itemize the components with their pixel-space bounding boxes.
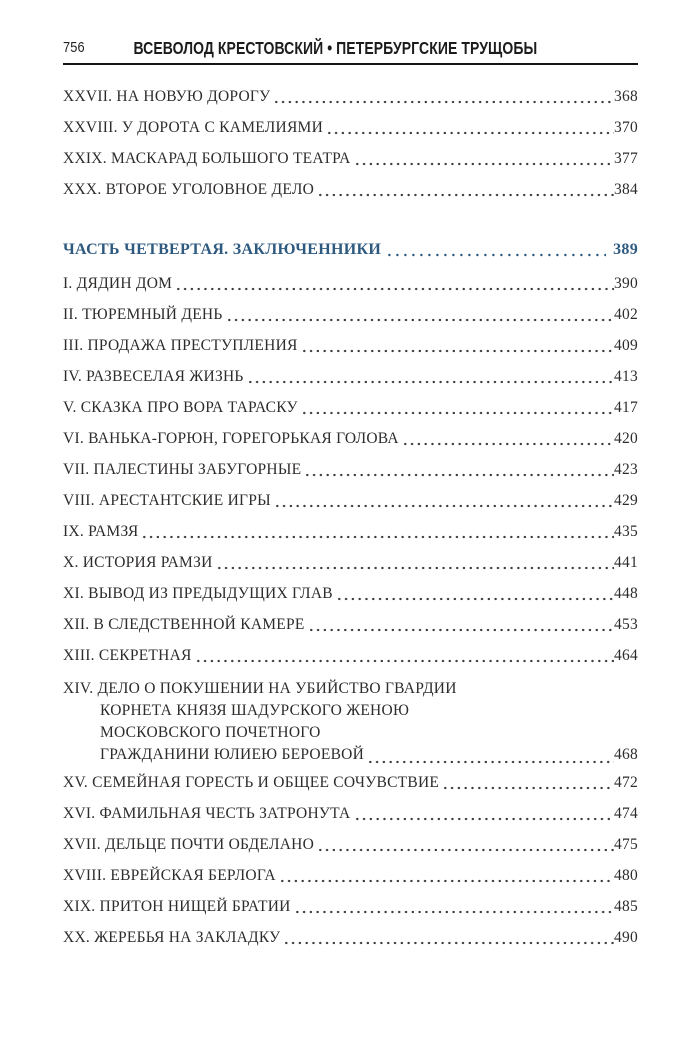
toc-entry-label: III. ПРОДАЖА ПРЕСТУПЛЕНИЯ	[63, 337, 298, 354]
toc-entry-page: 429	[614, 492, 638, 509]
toc-entry-label: XX. ЖЕРЕБЬЯ НА ЗАКЛАДКУ	[63, 929, 281, 946]
toc-entry-label-line: КОРНЕТА КНЯЗЯ ШАДУРСКОГО ЖЕНОЮ	[100, 702, 410, 719]
toc-entry-label: XVI. ФАМИЛЬНАЯ ЧЕСТЬ ЗАТРОНУТА	[63, 805, 351, 822]
dot-leader	[197, 659, 614, 663]
toc-entry-page: 435	[614, 523, 638, 540]
toc-entry-page: 485	[614, 898, 638, 915]
table-of-contents	[63, 88, 638, 947]
toc-entry-label: X. ИСТОРИЯ РАМЗИ	[63, 554, 213, 571]
toc-entry-label: IV. РАЗВЕСЕЛАЯ ЖИЗНЬ	[63, 368, 244, 385]
toc-entry-page: 384	[614, 181, 638, 198]
toc-entry	[63, 275, 638, 293]
toc-entry-page: 441	[614, 554, 638, 571]
toc-entry-page: 468	[614, 746, 638, 763]
toc-entry-page: 448	[614, 585, 638, 602]
dot-leader	[328, 131, 614, 135]
dot-leader	[306, 473, 614, 477]
toc-entry-label-line: МОСКОВСКОГО ПОЧЕТНОГО	[100, 724, 321, 741]
dot-leader	[303, 349, 614, 353]
toc-entry-page: 475	[614, 836, 638, 853]
dot-leader	[303, 411, 614, 415]
toc-entry-label-line: ГРАЖДАНИНИ ЮЛИЕЮ БЕРОЕВОЙ	[100, 746, 365, 763]
dot-leader	[356, 817, 615, 821]
toc-entry	[63, 461, 638, 479]
toc-entry-label: XXVII. НА НОВУЮ ДОРОГУ	[63, 88, 271, 105]
toc-entry-page: 368	[614, 88, 638, 105]
toc-entry-label: XVIII. ЕВРЕЙСКАЯ БЕРЛОГА	[63, 867, 276, 884]
dot-leader	[177, 287, 614, 291]
toc-entry-page: 423	[614, 461, 638, 478]
toc-entry-page: 472	[614, 774, 638, 791]
toc-entry-label: XI. ВЫВОД ИЗ ПРЕДЫДУЩИХ ГЛАВ	[63, 585, 333, 602]
toc-entry-label: XXX. ВТОРОЕ УГОЛОВНОЕ ДЕЛО	[63, 181, 315, 198]
toc-entry-label: XV. СЕМЕЙНАЯ ГОРЕСТЬ И ОБЩЕЕ СОЧУВСТВИЕ	[63, 774, 440, 791]
toc-entry-label: I. ДЯДИН ДОМ	[63, 275, 173, 292]
toc-entry	[63, 150, 638, 168]
toc-entry-label: VI. ВАНЬКА-ГОРЮН, ГОРЕГОРЬКАЯ ГОЛОВА	[63, 430, 399, 447]
dot-leader	[444, 786, 614, 790]
toc-entry-label: VII. ПАЛЕСТИНЫ ЗАБУГОРНЫЕ	[63, 461, 302, 478]
toc-entry-page: 420	[614, 430, 638, 447]
dot-leader	[404, 442, 614, 446]
dot-leader	[218, 566, 614, 570]
header-rule	[63, 63, 638, 65]
toc-entry-label: II. ТЮРЕМНЫЙ ДЕНЬ	[63, 306, 223, 323]
dot-leader	[388, 253, 606, 257]
dot-leader	[338, 597, 614, 601]
toc-entry	[63, 929, 638, 947]
toc-entry	[63, 523, 638, 541]
dot-leader	[296, 910, 614, 914]
toc-entry	[63, 898, 638, 916]
dot-leader	[356, 162, 614, 166]
toc-entry	[63, 554, 638, 572]
toc-entry-label: XVII. ДЕЛЬЦЕ ПОЧТИ ОБДЕЛАНО	[63, 836, 315, 853]
section-heading-part4	[63, 241, 638, 259]
toc-entry	[63, 867, 638, 885]
toc-entry-page: 377	[614, 150, 638, 167]
toc-entry-label: XII. В СЛЕДСТВЕННОЙ КАМЕРЕ	[63, 616, 305, 633]
toc-entry-label: XIX. ПРИТОН НИЩЕЙ БРАТИИ	[63, 898, 291, 915]
toc-entry-page: 390	[614, 275, 638, 292]
toc-entry-page: 417	[614, 399, 638, 416]
toc-entry	[63, 337, 638, 355]
toc-entry-page: 370	[614, 119, 638, 136]
toc-entry	[63, 368, 638, 386]
dot-leader	[228, 318, 614, 322]
toc-entry	[63, 88, 638, 106]
running-title	[63, 38, 638, 59]
section-heading-label: ЧАСТЬ ЧЕТВЕРТАЯ. ЗАКЛЮЧЕННИКИ	[63, 241, 382, 258]
toc-entry-page: 413	[614, 368, 638, 385]
dot-leader	[310, 628, 614, 632]
toc-entry-label-line: XIV. ДЕЛО О ПОКУШЕНИИ НА УБИЙСТВО ГВАРДИИ	[63, 680, 457, 697]
toc-entry	[63, 181, 638, 199]
toc-entry-label: XIII. СЕКРЕТНАЯ	[63, 647, 192, 664]
toc-entry-page: 480	[614, 867, 638, 884]
toc-entry	[63, 119, 638, 137]
toc-entry-label: XXIX. МАСКАРАД БОЛЬШОГО ТЕАТРА	[63, 150, 351, 167]
dot-leader	[319, 848, 614, 852]
dot-leader	[281, 879, 614, 883]
toc-entry-page: 490	[614, 929, 638, 946]
toc-entry-page: 474	[614, 805, 638, 822]
toc-entry	[63, 430, 638, 448]
toc-entry	[63, 647, 638, 665]
toc-entry-label: IX. РАМЗЯ	[63, 523, 139, 540]
toc-entry	[63, 805, 638, 823]
dot-leader	[285, 941, 614, 945]
toc-entry-label: VIII. АРЕСТАНТСКИЕ ИГРЫ	[63, 492, 271, 509]
toc-entry-label: V. СКАЗКА ПРО ВОРА ТАРАСКУ	[63, 399, 298, 416]
dot-leader	[276, 504, 614, 508]
section-heading-page: 389	[613, 241, 638, 258]
toc-entry	[63, 836, 638, 854]
dot-leader	[319, 193, 614, 197]
dot-leader	[249, 380, 614, 384]
toc-entry	[63, 399, 638, 417]
toc-entry-label: XXVIII. У ДОРОТА С КАМЕЛИЯМИ	[63, 119, 324, 136]
toc-entry-page: 464	[614, 647, 638, 664]
toc-entry-page: 402	[614, 306, 638, 323]
toc-entry	[63, 492, 638, 510]
toc-entry	[63, 306, 638, 324]
toc-entry	[63, 774, 638, 792]
toc-entry	[63, 616, 638, 634]
toc-entry-page: 453	[614, 616, 638, 633]
toc-entry-multiline	[63, 678, 638, 766]
dot-leader	[275, 100, 614, 104]
toc-entry-page: 409	[614, 337, 638, 354]
toc-entry	[63, 585, 638, 603]
folio-page-number: 756	[63, 39, 85, 56]
dot-leader	[143, 535, 614, 539]
running-header	[63, 38, 638, 60]
dot-leader	[369, 760, 614, 764]
running-title-text: ВСЕВОЛОД КРЕСТОВСКИЙ • ПЕТЕРБУРГСКИЕ ТРУЩОБЫ	[133, 38, 538, 58]
